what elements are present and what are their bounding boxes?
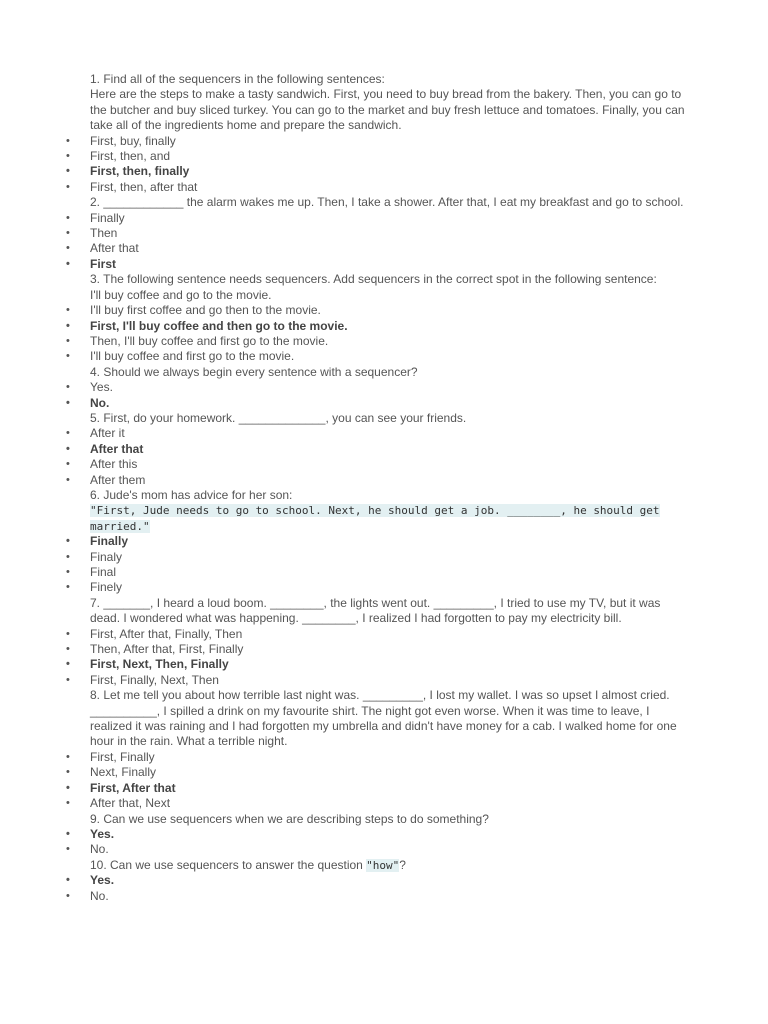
question-1-passage: Here are the steps to make a tasty sandwich. First, you need to buy bread from the bakery. Then, you can go to the butcher and buy sliced turkey. You can go to the market and buy fresh lettuce and tomatoes. Finally, you can take all of the ingredients home and prepare the sandwich. (90, 87, 685, 133)
option-text: Yes. (90, 873, 115, 888)
option-text: No. (90, 888, 109, 903)
option-text: Then, After that, First, Finally (90, 642, 244, 657)
option-text: First, Next, Then, Finally (90, 657, 229, 672)
bullet-icon: • (66, 750, 70, 763)
bullet-icon: • (66, 535, 70, 548)
bullet-icon: • (66, 350, 70, 363)
option-text: First, After that, Finally, Then (90, 626, 243, 641)
bullet-icon: • (66, 843, 70, 856)
question-3-sentence: I'll buy coffee and go to the movie. (90, 287, 272, 302)
document-body (0, 72, 768, 904)
option-text: Next, Finally (90, 765, 157, 780)
bullet-icon: • (66, 319, 70, 332)
option-text: Finely (90, 580, 123, 595)
option-item (66, 796, 690, 811)
option-item (66, 149, 690, 164)
question-6-quote: "First, Jude needs to go to school. Next, he should get a job. ________, he should get married." (90, 504, 660, 533)
bullet-icon: • (66, 442, 70, 455)
option-item (66, 626, 690, 642)
question-6-prompt: 6. Jude's mom has advice for her son: (90, 487, 293, 502)
option-item-correct (66, 395, 690, 411)
option-text: Yes. (90, 826, 115, 841)
option-item-correct (66, 873, 690, 888)
bullet-icon: • (66, 334, 70, 347)
bullet-icon: • (66, 550, 70, 563)
question-10-prompt (90, 858, 690, 873)
bullet-icon: • (66, 874, 70, 887)
option-text: After that (90, 241, 139, 256)
bullet-icon: • (66, 227, 70, 240)
question-6-quote-line (90, 503, 690, 534)
option-item (66, 179, 690, 195)
bullet-icon: • (66, 211, 70, 224)
option-text: First, Finally, Next, Then (90, 672, 219, 687)
option-text: First, Finally (90, 749, 155, 764)
option-text: After this (90, 457, 138, 472)
bullet-icon: • (66, 242, 70, 255)
bullet-icon: • (66, 165, 70, 178)
option-text: Then (90, 226, 118, 241)
bullet-icon: • (66, 797, 70, 810)
question-3-prompt: 3. The following sentence needs sequencers. Add sequencers in the correct spot in the following sentence: (90, 272, 657, 287)
bullet-icon: • (66, 427, 70, 440)
question-1-prompt: 1. Find all of the sequencers in the following sentences: (90, 72, 385, 86)
bullet-icon: • (66, 581, 70, 594)
bullet-icon: • (66, 627, 70, 640)
option-text: First, I'll buy coffee and then go to the movie. (90, 318, 348, 333)
bullet-icon: • (66, 396, 70, 409)
option-text: Yes. (90, 380, 113, 395)
option-text: First, buy, finally (90, 133, 176, 148)
option-item (66, 380, 690, 395)
option-item (66, 241, 690, 256)
bullet-icon: • (66, 304, 70, 317)
option-text: No. (90, 395, 110, 410)
question-5-prompt: 5. First, do your homework. _____________, you can see your friends. (90, 410, 467, 425)
option-text: First (90, 256, 117, 271)
option-item (66, 549, 690, 565)
option-text: Finally (90, 534, 129, 549)
option-item-correct (66, 318, 690, 334)
option-item (66, 888, 690, 904)
option-item (66, 565, 690, 580)
option-item (66, 210, 690, 226)
bullet-icon: • (66, 257, 70, 270)
option-item (66, 765, 690, 780)
bullet-icon: • (66, 643, 70, 656)
option-text: After them (90, 472, 146, 487)
question-2-prompt: 2. ____________ the alarm wakes me up. Then, I take a shower. After that, I eat my breakfast and go to school. (90, 195, 684, 210)
option-item (66, 349, 690, 364)
question-10-end: ? (399, 857, 406, 872)
option-text: Then, I'll buy coffee and first go to the movie. (90, 333, 329, 348)
option-text: I'll buy first coffee and go then to the movie. (90, 303, 321, 318)
option-item (66, 672, 690, 688)
option-item-correct (66, 534, 690, 549)
option-item (66, 749, 690, 765)
question-4-prompt: 4. Should we always begin every sentence with a sequencer? (90, 364, 418, 379)
bullet-icon: • (66, 381, 70, 394)
option-text: First, then, and (90, 149, 171, 164)
bullet-icon: • (66, 673, 70, 686)
option-item-correct (66, 256, 690, 272)
bullet-icon: • (66, 150, 70, 163)
option-item (66, 580, 690, 595)
option-text: After that (90, 441, 144, 456)
option-item (66, 842, 690, 857)
bullet-icon: • (66, 889, 70, 902)
option-item (66, 642, 690, 657)
option-item-correct (66, 780, 690, 796)
bullet-icon: • (66, 134, 70, 147)
bullet-icon: • (66, 180, 70, 193)
option-text: First, then, after that (90, 179, 198, 194)
option-text: After that, Next (90, 796, 171, 811)
option-item-correct (66, 826, 690, 842)
bullet-icon: • (66, 566, 70, 578)
option-item-correct (66, 164, 690, 179)
option-item (66, 457, 690, 472)
question-8-prompt: 8. Let me tell you about how terrible last night was. _________, I lost my wallet. I was so upset I almost cried. __________, I spilled a drink on my favourite shirt. The night got even worse. When it was time to leave, I realized it was raining and I had forgotten my umbrella and didn't have money for a cab. I walked home for one hour in the rain. What a terrible night. (90, 688, 677, 749)
bullet-icon: • (66, 766, 70, 779)
option-text: Finaly (90, 549, 123, 564)
option-item (66, 133, 690, 149)
option-item (66, 303, 690, 318)
bullet-icon: • (66, 658, 70, 671)
option-text: First, After that (90, 780, 176, 795)
bullet-icon: • (66, 473, 70, 486)
bullet-icon: • (66, 827, 70, 840)
option-item-correct (66, 441, 690, 457)
question-7-prompt: 7. _______, I heard a loud boom. ________, the lights went out. _________, I tried to use my TV, but it was dead. I wondered what was happening. ________, I realized I had forgotten to pay my electricity bill. (90, 595, 661, 626)
question-9-prompt: 9. Can we use sequencers when we are describing steps to do something? (90, 811, 489, 826)
option-item (66, 333, 690, 349)
option-item (66, 426, 690, 441)
option-item (66, 472, 690, 488)
question-10-highlight: "how" (366, 858, 400, 872)
option-text: Finally (90, 210, 125, 225)
bullet-icon: • (66, 781, 70, 794)
option-item-correct (66, 657, 690, 672)
option-text: No. (90, 842, 109, 857)
bullet-icon: • (66, 458, 70, 471)
option-item (66, 226, 690, 241)
option-text: Final (90, 565, 117, 579)
option-text: I'll buy coffee and first go to the movie. (90, 349, 295, 364)
question-10-text: 10. Can we use sequencers to answer the question (90, 857, 367, 872)
option-text: First, then, finally (90, 164, 190, 179)
option-text: After it (90, 426, 125, 441)
